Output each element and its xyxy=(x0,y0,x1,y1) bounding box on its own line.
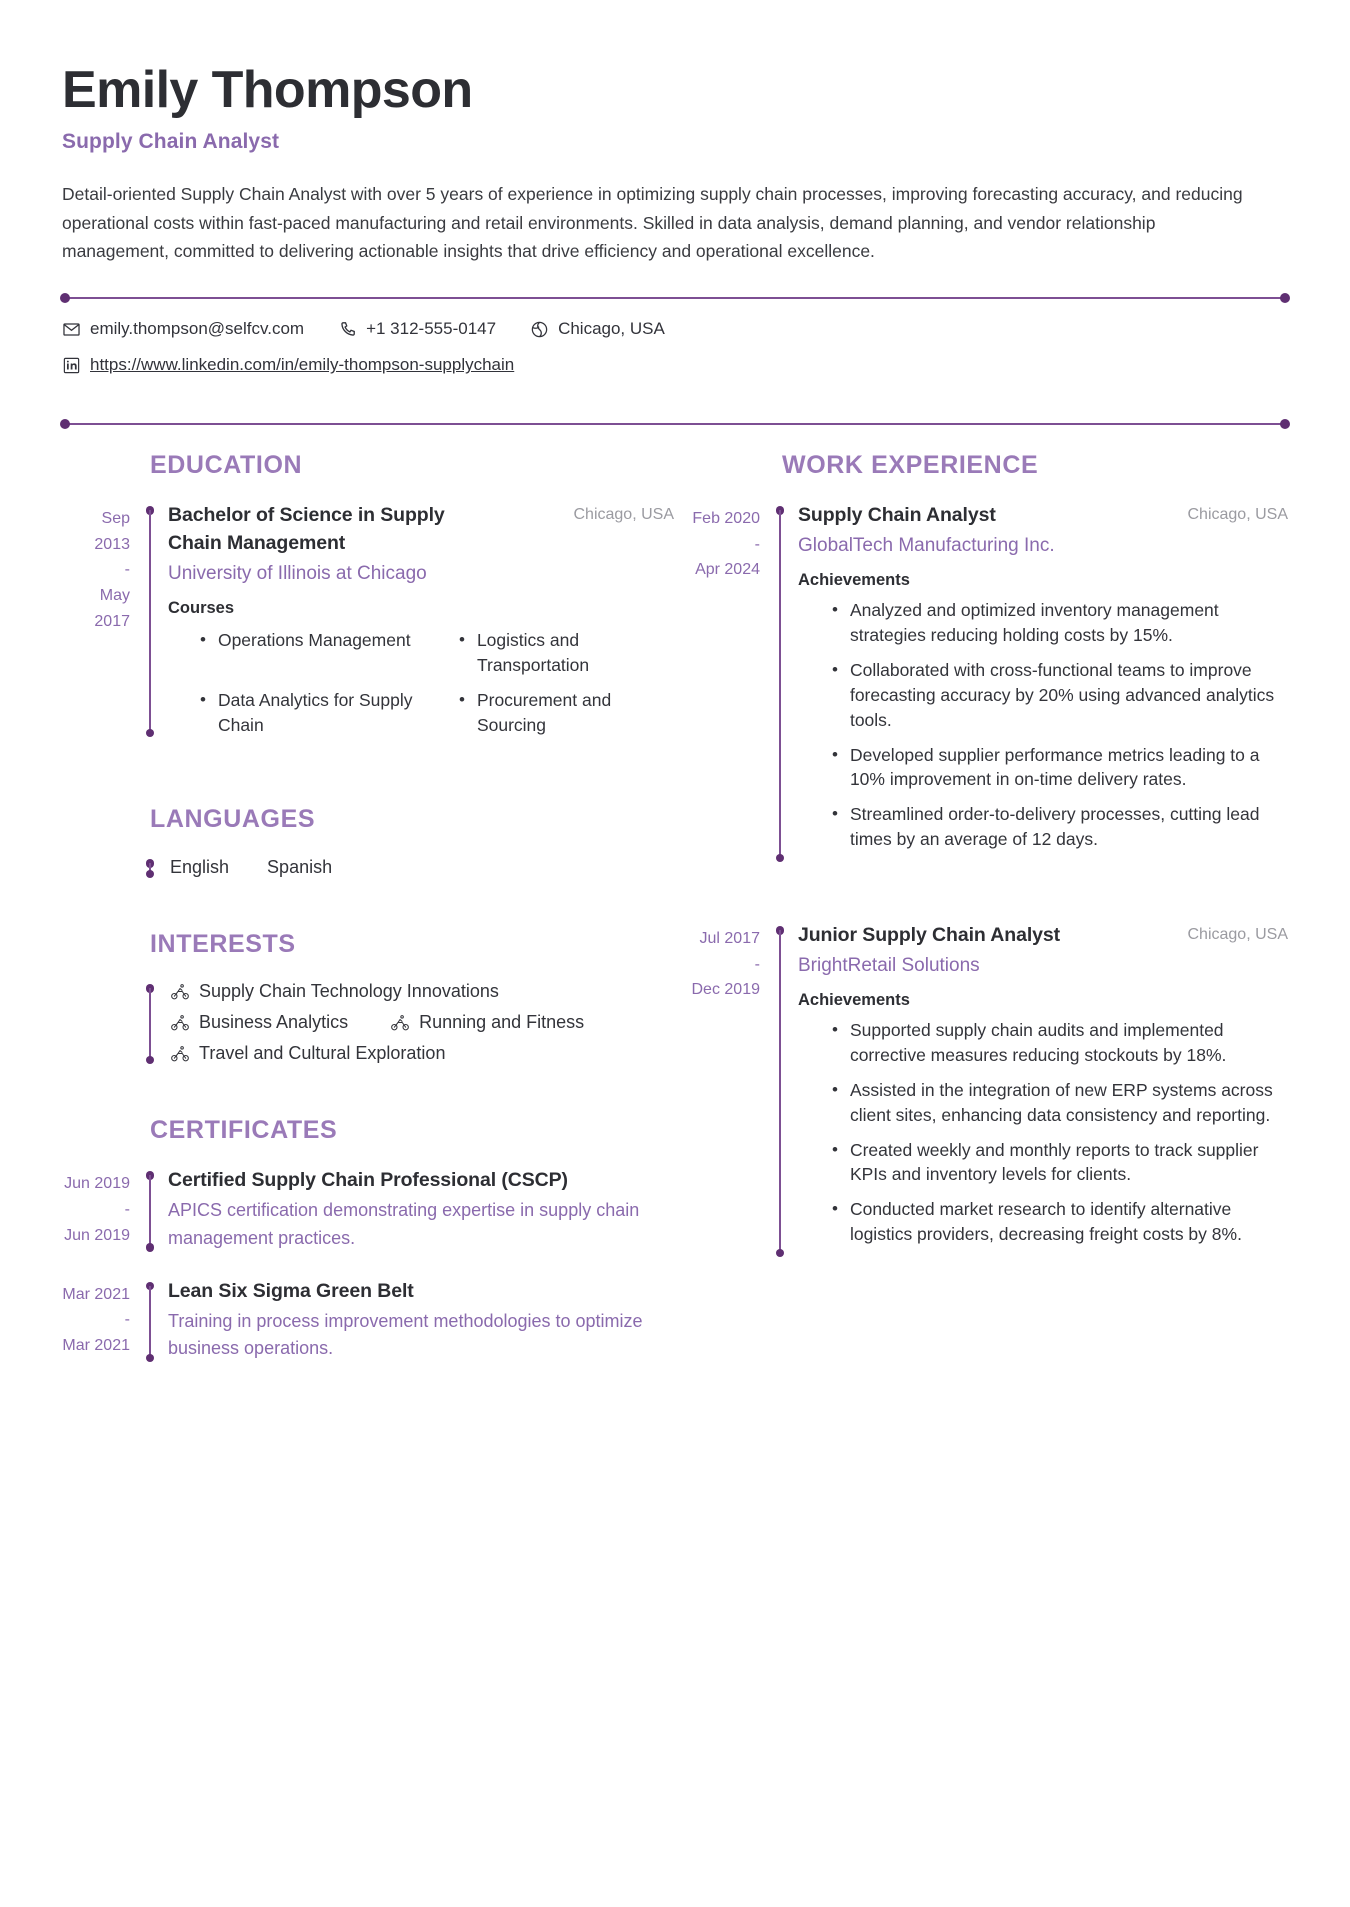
interest-row xyxy=(170,1012,674,1033)
bullet-icon: • xyxy=(832,1079,838,1099)
contact-phone[interactable] xyxy=(338,319,496,339)
job-title-subtitle: Supply Chain Analyst xyxy=(62,130,280,154)
course-label: Data Analytics for Supply Chain xyxy=(217,689,413,735)
section-title-work-experience: WORK EXPERIENCE xyxy=(782,451,1039,480)
divider-bottom xyxy=(62,423,1288,425)
section-title-interests: INTERESTS xyxy=(150,930,296,959)
timeline-marker xyxy=(144,856,156,878)
page-title: Emily Thompson xyxy=(62,61,473,119)
achievement-text: Conducted market research to identify alternative logistics providers, decreasing freight costs by 8%. xyxy=(849,1199,1242,1245)
interest-label: Travel and Cultural Exploration xyxy=(199,1043,446,1064)
certificate-entry xyxy=(62,1167,674,1251)
certificate-body xyxy=(168,1167,674,1251)
education-end-date: May 2017 xyxy=(94,586,130,630)
education-entry xyxy=(62,502,674,737)
timeline-dot-bottom xyxy=(146,729,155,738)
timeline-marker xyxy=(144,981,156,1064)
bullet-icon: • xyxy=(200,689,206,709)
bullet-icon: • xyxy=(832,744,838,764)
certificate-dates xyxy=(62,1278,144,1362)
interest-label: Supply Chain Technology Innovations xyxy=(199,981,499,1002)
interest-row xyxy=(170,981,674,1002)
timeline-marker xyxy=(774,502,786,862)
achievement-item xyxy=(798,1197,1288,1247)
education-degree: Bachelor of Science in Supply Chain Management xyxy=(168,504,445,554)
education-date-dash: - xyxy=(124,561,130,579)
work-achievements-list xyxy=(798,1018,1288,1247)
achievement-text: Supported supply chain audits and implemented corrective measures reducing stockouts by 18%. xyxy=(849,1020,1227,1066)
timeline-line xyxy=(779,930,781,1253)
work-location: Chicago, USA xyxy=(1187,506,1288,524)
course-label: Operations Management xyxy=(217,630,411,651)
work-start-date: Feb 2020 xyxy=(692,510,760,528)
bullet-icon: • xyxy=(459,689,465,709)
achievement-item xyxy=(798,658,1288,733)
work-end-date: Apr 2024 xyxy=(695,561,760,579)
work-head xyxy=(798,502,1288,530)
certificate-end-date: Mar 2021 xyxy=(62,1337,130,1355)
timeline-marker xyxy=(144,502,156,737)
work-achievements-list xyxy=(798,598,1288,852)
education-body xyxy=(168,502,674,737)
certificate-title: Lean Six Sigma Green Belt xyxy=(168,1279,414,1302)
bullet-icon: • xyxy=(832,1020,838,1040)
certificate-description: APICS certification demonstrating expertise in supply chain management practices. xyxy=(168,1200,640,1248)
timeline-line xyxy=(149,988,151,1059)
language-item: Spanish xyxy=(267,857,333,878)
main-columns xyxy=(62,451,1288,1388)
spacer xyxy=(62,888,674,930)
bicycle-icon xyxy=(170,982,190,1002)
timeline-dot-bottom xyxy=(146,1243,155,1252)
contact-row-primary xyxy=(62,319,1288,339)
language-list xyxy=(170,856,332,878)
language-item: English xyxy=(170,857,230,878)
timeline-line xyxy=(149,1286,151,1358)
timeline-marker xyxy=(774,922,786,1257)
bicycle-icon xyxy=(170,1044,190,1064)
certificate-dates xyxy=(62,1167,144,1251)
education-courses-grid xyxy=(168,628,674,737)
interest-label: Running and Fitness xyxy=(419,1012,585,1033)
left-column xyxy=(62,451,674,1388)
bullet-icon: • xyxy=(832,1199,838,1219)
bullet-icon: • xyxy=(832,804,838,824)
achievement-text: Collaborated with cross-functional teams to improve forecasting accuracy by 20% using advanced analytics tools. xyxy=(849,660,1275,730)
certificate-date-dash: - xyxy=(124,1201,130,1219)
course-item xyxy=(427,628,674,678)
bullet-icon: • xyxy=(832,600,838,620)
divider-top xyxy=(62,297,1288,299)
interest-item xyxy=(170,1043,445,1064)
section-title-certificates: CERTIFICATES xyxy=(150,1116,338,1145)
course-label: Logistics and Transportation xyxy=(476,630,590,675)
achievement-item xyxy=(798,598,1288,648)
globe-pin-icon xyxy=(530,320,549,339)
work-entry xyxy=(674,922,1288,1257)
certificate-end-date: Jun 2019 xyxy=(64,1226,130,1244)
certificate-date-dash: - xyxy=(124,1311,130,1329)
contact-block xyxy=(62,299,1288,391)
course-label: Procurement and Sourcing xyxy=(476,689,612,735)
achievement-text: Created weekly and monthly reports to track supplier KPIs and inventory levels for clients. xyxy=(849,1139,1259,1185)
contact-phone-text: +1 312-555-0147 xyxy=(366,319,497,339)
education-dates xyxy=(62,502,144,737)
work-entry xyxy=(674,502,1288,862)
certificate-start-date: Jun 2019 xyxy=(64,1175,130,1193)
spacer xyxy=(674,888,1288,922)
contact-email-text: emily.thompson@selfcv.com xyxy=(90,319,305,339)
languages-block xyxy=(62,856,674,878)
timeline-dot-bottom xyxy=(776,1249,785,1258)
work-body xyxy=(798,922,1288,1257)
header-block xyxy=(62,62,1288,265)
spacer xyxy=(62,1074,674,1116)
work-end-date: Dec 2019 xyxy=(691,981,760,999)
interest-item xyxy=(170,981,499,1002)
contact-location-text: Chicago, USA xyxy=(558,319,665,339)
education-courses-label: Courses xyxy=(168,599,235,618)
timeline-dot-bottom xyxy=(776,854,785,863)
work-dates xyxy=(674,502,774,862)
achievement-text: Assisted in the integration of new ERP systems across client sites, enhancing data consistency and reporting. xyxy=(849,1079,1273,1125)
interest-label: Business Analytics xyxy=(199,1012,349,1033)
work-job-title: Junior Supply Chain Analyst xyxy=(798,924,1061,947)
work-date-dash: - xyxy=(754,535,760,553)
course-item xyxy=(168,628,415,678)
timeline-dot-bottom xyxy=(146,1354,155,1363)
work-date-dash: - xyxy=(754,955,760,973)
timeline-dot-bottom xyxy=(146,1056,155,1065)
education-start-date: Sep 2013 xyxy=(94,510,130,553)
work-achievements-label: Achievements xyxy=(798,991,910,1010)
contact-email[interactable] xyxy=(62,319,304,339)
certificate-description: Training in process improvement methodologies to optimize business operations. xyxy=(168,1310,643,1358)
work-job-title: Supply Chain Analyst xyxy=(798,504,996,527)
contact-row-secondary xyxy=(62,355,1288,375)
right-column xyxy=(674,451,1288,1283)
linkedin-icon xyxy=(62,356,81,375)
interest-list xyxy=(170,981,674,1064)
contact-location xyxy=(530,319,665,339)
achievement-item xyxy=(798,802,1288,852)
interest-item xyxy=(390,1012,584,1033)
timeline-marker xyxy=(144,1167,156,1251)
timeline-line xyxy=(149,510,151,733)
work-dates xyxy=(674,922,774,1257)
achievement-text: Analyzed and optimized inventory management strategies reducing holding costs by 15%. xyxy=(849,600,1219,646)
section-title-languages: LANGUAGES xyxy=(150,805,316,834)
work-location: Chicago, USA xyxy=(1187,926,1288,944)
bicycle-icon xyxy=(390,1013,410,1033)
work-achievements-label: Achievements xyxy=(798,571,910,590)
education-school: University of Illinois at Chicago xyxy=(168,562,427,584)
achievement-item xyxy=(798,1138,1288,1188)
bullet-icon: • xyxy=(832,1139,838,1159)
timeline-line xyxy=(149,1175,151,1247)
certificate-entry xyxy=(62,1278,674,1362)
bicycle-icon xyxy=(170,1013,190,1033)
contact-linkedin-text[interactable]: https://www.linkedin.com/in/emily-thompson-supplychain xyxy=(90,355,515,375)
achievement-item xyxy=(798,1018,1288,1068)
achievement-item xyxy=(798,743,1288,793)
contact-linkedin[interactable] xyxy=(62,355,514,375)
envelope-icon xyxy=(62,320,81,339)
work-start-date: Jul 2017 xyxy=(699,930,760,948)
work-company: BrightRetail Solutions xyxy=(798,954,980,976)
timeline-marker xyxy=(144,1278,156,1362)
education-head xyxy=(168,502,674,557)
course-item xyxy=(427,688,674,738)
interest-row xyxy=(170,1043,674,1064)
timeline-line xyxy=(779,510,781,858)
certificate-title: Certified Supply Chain Professional (CSCP) xyxy=(168,1169,568,1192)
phone-icon xyxy=(338,320,357,339)
professional-summary: Detail-oriented Supply Chain Analyst with over 5 years of experience in optimizing supply chain processes, improving forecasting accuracy, and reducing operational costs within fast-paced manufacturing and retail environments. Skilled in data analysis, demand planning, and vendor relationship management, committed to delivering actionable insights that drive efficiency and operational excellence. xyxy=(62,184,1243,261)
certificate-body xyxy=(168,1278,674,1362)
work-head xyxy=(798,922,1288,950)
achievement-text: Developed supplier performance metrics leading to a 10% improvement in on-time delivery rates. xyxy=(849,744,1260,790)
bullet-icon: • xyxy=(832,660,838,680)
education-location: Chicago, USA xyxy=(573,506,674,524)
bullet-icon: • xyxy=(459,630,465,650)
interests-block xyxy=(62,981,674,1064)
achievement-item xyxy=(798,1078,1288,1128)
spacer xyxy=(62,763,674,805)
timeline-dot-bottom xyxy=(146,870,155,879)
work-company: GlobalTech Manufacturing Inc. xyxy=(798,534,1055,556)
bullet-icon: • xyxy=(200,630,206,650)
course-item xyxy=(168,688,415,738)
work-body xyxy=(798,502,1288,862)
achievement-text: Streamlined order-to-delivery processes, cutting lead times by an average of 12 days. xyxy=(849,804,1260,850)
certificate-start-date: Mar 2021 xyxy=(62,1285,130,1303)
section-title-education: EDUCATION xyxy=(150,451,303,480)
interest-item xyxy=(170,1012,348,1033)
